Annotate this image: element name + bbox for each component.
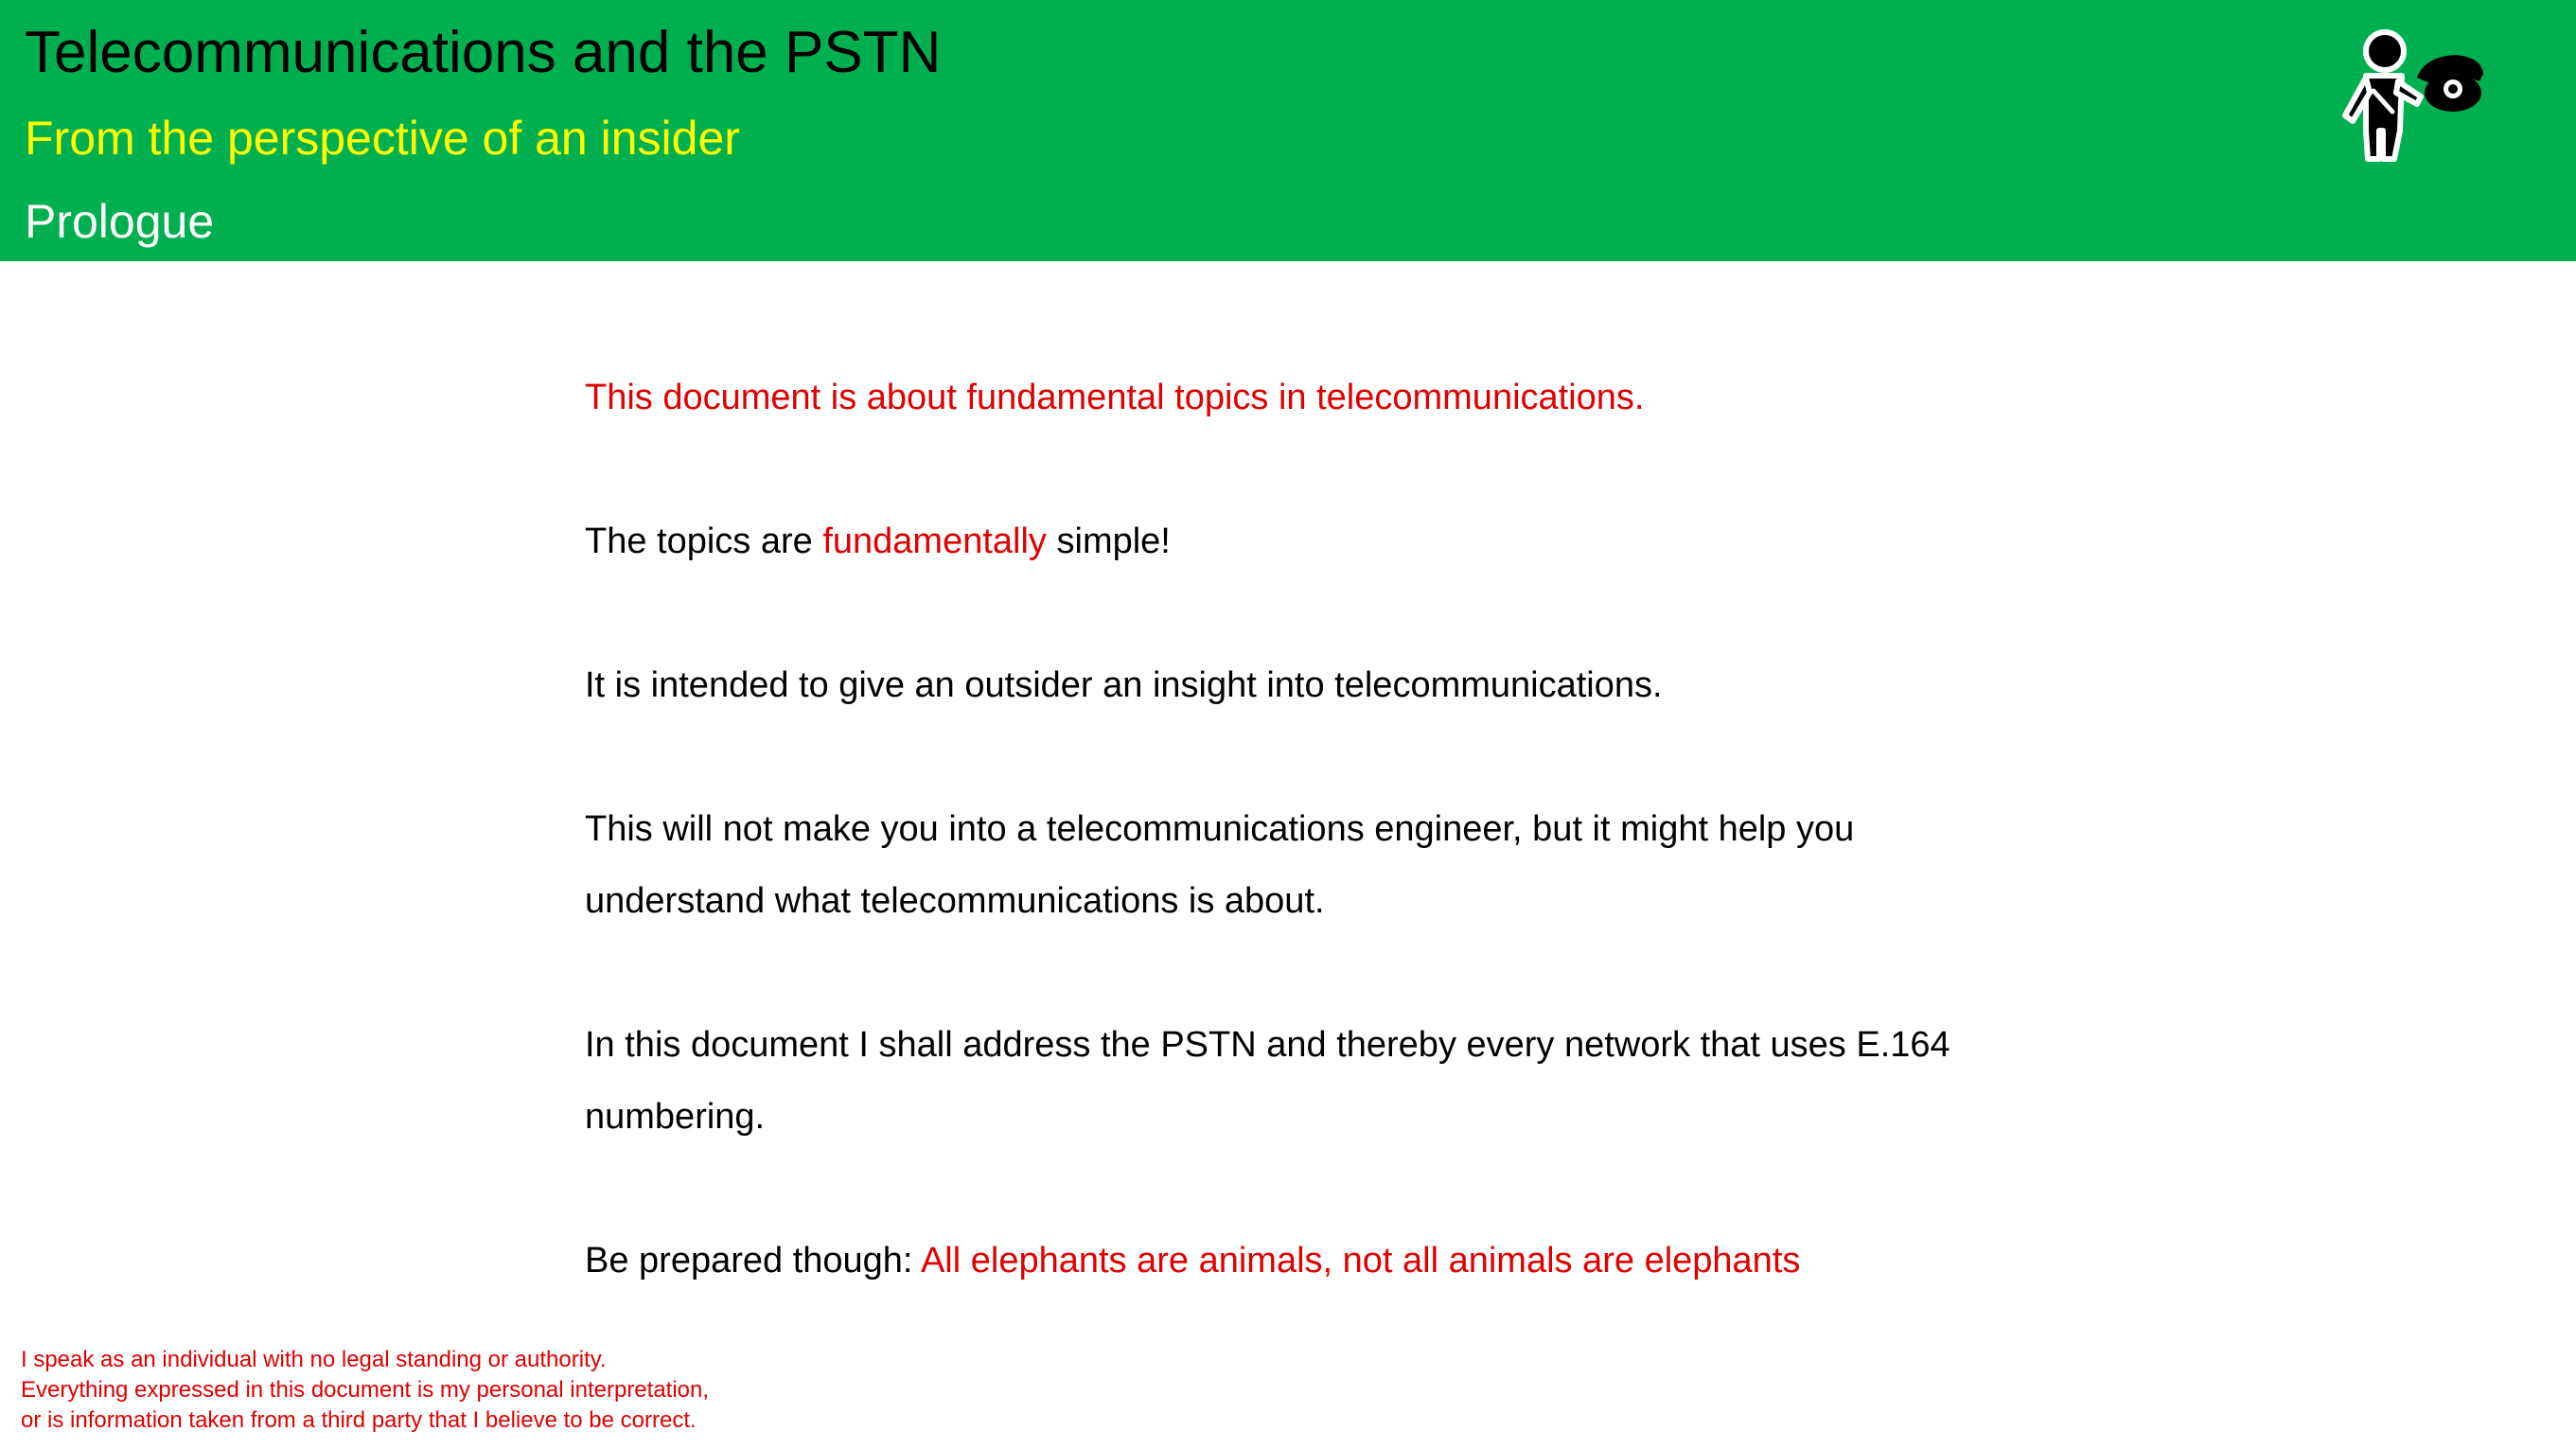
purpose-paragraph: It is intended to give an outsider an insight into telecommunications. <box>585 665 1663 705</box>
expectation-paragraph <box>585 793 1854 937</box>
topics-emphasis: fundamentally <box>822 521 1047 561</box>
person-telephone-icon <box>2338 25 2489 168</box>
topics-paragraph <box>585 505 1171 577</box>
topics-text-end: simple! <box>1046 521 1171 561</box>
page-title: Telecommunications and the PSTN <box>25 20 942 85</box>
disclaimer <box>21 1345 709 1436</box>
disclaimer-line-1: I speak as an individual with no legal standing or authority. <box>21 1347 607 1372</box>
topics-text-start: The topics are <box>585 521 823 561</box>
expectation-line-2: understand what telecommunications is about. <box>585 881 1325 921</box>
intro-paragraph: This document is about fundamental topics in telecommunications. <box>585 378 1645 417</box>
page-subtitle: From the perspective of an insider <box>25 112 740 165</box>
warning-text-start: Be prepared though: <box>585 1241 921 1281</box>
scope-paragraph <box>585 1009 1950 1153</box>
expectation-line-1: This will not make you into a telecommunications engineer, but it might help you <box>585 809 1855 849</box>
disclaimer-line-2: Everything expressed in this document is my personal interpretation, <box>21 1377 710 1403</box>
warning-paragraph <box>585 1225 1800 1297</box>
disclaimer-line-3: or is information taken from a third party that I believe to be correct. <box>21 1407 697 1433</box>
scope-line-1: In this document I shall address the PSTN and thereby every network that uses E.164 <box>585 1025 1950 1065</box>
scope-line-2: numbering. <box>585 1097 766 1137</box>
header-banner <box>0 0 2576 261</box>
warning-emphasis: All elephants are animals, not all animals are elephants <box>920 1241 1801 1281</box>
section-title: Prologue <box>25 195 215 248</box>
